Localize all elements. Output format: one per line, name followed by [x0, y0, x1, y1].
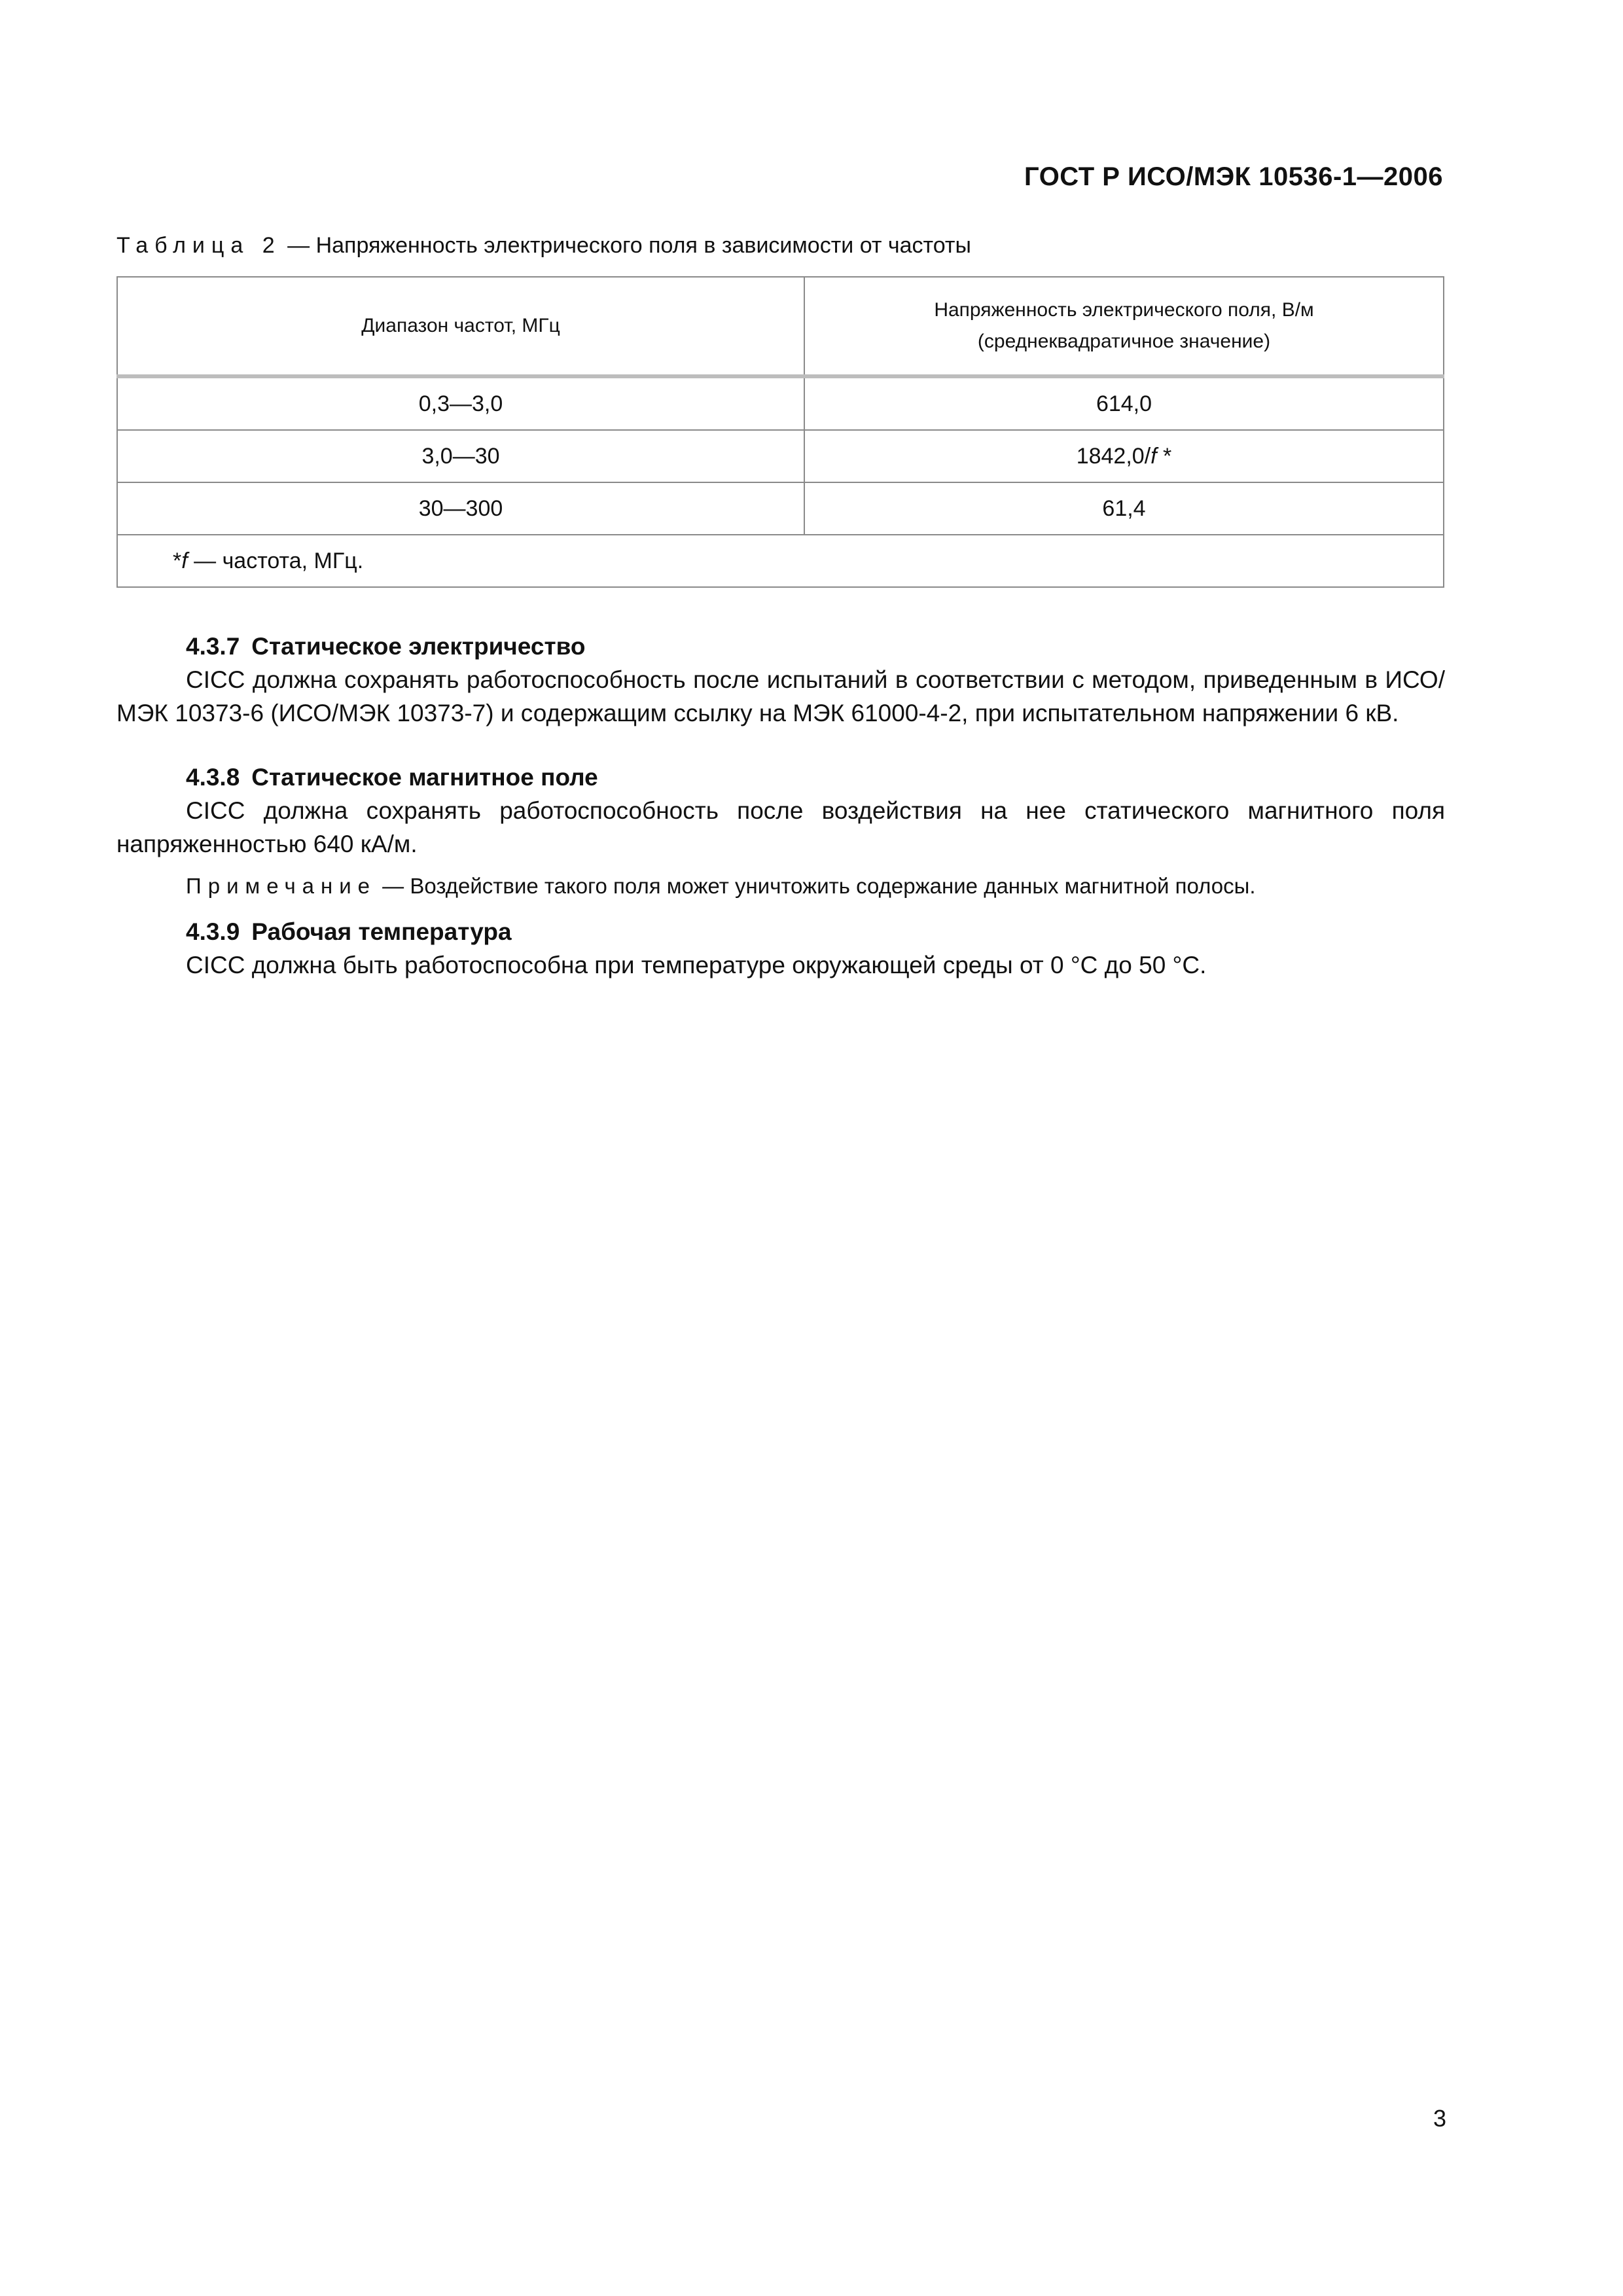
section-paragraph: CICC должна быть работоспособна при температуре окружающей среды от 0 °С до 50 °С. [186, 952, 1207, 978]
section-heading [116, 630, 1445, 663]
table-row [117, 376, 1444, 430]
table-row [117, 482, 1444, 535]
table-cell-range: 30—300 [117, 482, 804, 535]
table-header-field-strength-line2: (среднеквадратичное значение) [977, 331, 1271, 352]
section-paragraph: CICC должна сохранять работоспособность после испытаний в соответствии с методом, приведенным в ИСО/МЭК 10373-6 (ИСО/МЭК 10373-7) и содержащим ссылку на МЭК 61000-4-2, при испытательном напряжении 6 кВ. [116, 666, 1445, 726]
table-footnote-row [117, 535, 1444, 587]
table-footnote [117, 535, 1444, 587]
table-caption [116, 233, 1445, 259]
note [116, 870, 1445, 902]
section-paragraph: CICC должна сохранять работоспособность после воздействия на нее статического магнитного поля напряженностью 640 кА/м. [116, 797, 1445, 857]
section-4-3-9 [116, 915, 1445, 982]
value-suffix: * [1156, 443, 1172, 469]
table-header-row [117, 277, 1444, 376]
note-label: Примечание [186, 874, 377, 898]
section-heading [116, 761, 1445, 794]
table-cell-value: 61,4 [804, 482, 1444, 535]
section-number: 4.3.8 [186, 764, 240, 791]
section-title: Статическое магнитное поле [251, 764, 598, 791]
footnote-text: — частота, МГц. [187, 548, 364, 573]
section-number: 4.3.7 [186, 633, 240, 660]
page-number: 3 [1433, 2105, 1446, 2132]
table-cell-value [804, 430, 1444, 482]
table-cell-range: 0,3—3,0 [117, 376, 804, 430]
section-4-3-8 [116, 761, 1445, 861]
table-row [117, 430, 1444, 482]
document-header: ГОСТ Р ИСО/МЭК 10536-1—2006 [1024, 162, 1443, 191]
table-caption-label: Таблица 2 [116, 233, 281, 258]
section-title: Рабочая температура [251, 918, 512, 945]
footnote-mark: * [173, 548, 182, 573]
section-title: Статическое электричество [251, 633, 586, 660]
table-cell-value: 614,0 [804, 376, 1444, 430]
section-heading [116, 915, 1445, 948]
note-text: — Воздействие такого поля может уничтожить содержание данных магнитной полосы. [376, 874, 1256, 898]
section-4-3-7 [116, 630, 1445, 730]
section-number: 4.3.9 [186, 918, 240, 945]
table-caption-text: — Напряженность электрического поля в зависимости от частоты [281, 233, 971, 258]
table-header-field-strength [804, 277, 1444, 376]
table-cell-range: 3,0—30 [117, 430, 804, 482]
table-header-field-strength-line1: Напряженность электрического поля, В/м [934, 299, 1314, 321]
table-header-frequency: Диапазон частот, МГц [117, 277, 804, 376]
value-variable: f [1150, 443, 1157, 469]
value-prefix: 1842,0/ [1076, 443, 1151, 469]
footnote-variable: f [181, 548, 188, 573]
field-strength-table [116, 276, 1444, 588]
